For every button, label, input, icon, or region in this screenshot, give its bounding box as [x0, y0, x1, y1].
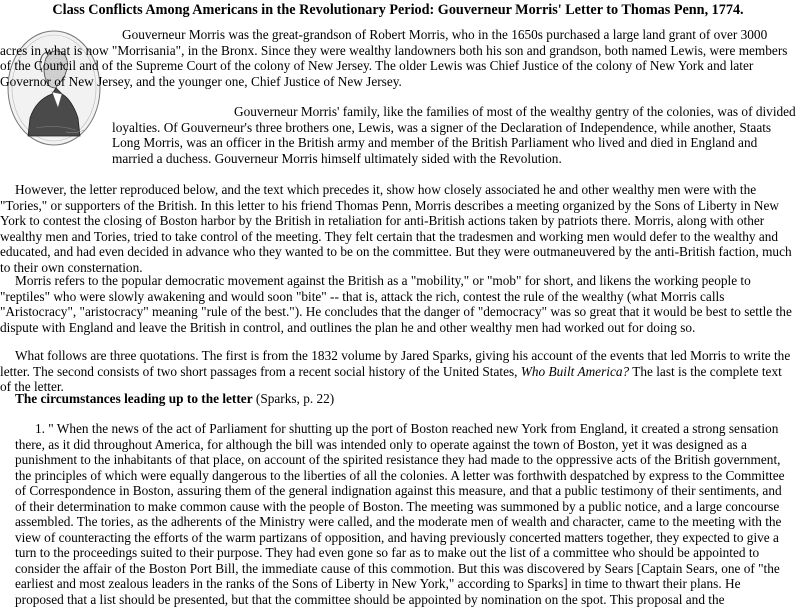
quotations-paragraph	[0, 348, 796, 395]
paragraph-text: Gouverneur Morris was the great-grandson of Robert Morris, who in the 1650s purchased a large land grant of over 3000 acres in what is now "Morrisania", in the Bronx. Since they were wealthy landowners both his son and grandson, both named Lewis, were members of the Council and of the Supreme Court of the colony of New Jersey. The older Lewis was Chief Justice of the colony of New York and later Governor of New Jersey, and the younger one, Chief Justice of New Jersey.	[0, 27, 788, 89]
section-heading-text: The circumstances leading up to the letter	[15, 391, 253, 406]
quotation-text: 1. " When the news of the act of Parliament for shutting up the port of Boston reached new York from England, it created a strong sensation there, as it did throughout America, for although the bill was intended only to operate against the town of Boston, yet it was designed as a punishment to the inhabitants of that place, on account of the spirited resistance they had made to the oppressive acts of the British government, the principles of which were equally dangerous to the liberties of all the colonies. A letter was forthwith despatched by express to the Committee of Correspondence in Boston, assuring them of the general indignation against this measure, and that a public testimony of their sentiments, and of their determination to make common cause with the people of Boston. The meeting was summoned by a public notice, and a large concourse assembled. The tories, as the adherents of the Ministry were called, and the moderate men of wealth and character, came to the meeting with the view of counteracting the efforts of the warm partizans of opposition, and having previously concerted matters together, they expected to give a turn to the proceedings suited to their purpose. They had even gone so far as to make out the list of a committee who should be appointed to consider the affair of the Boston Port Bill, the immediate cause of this commotion. But this was discovered by Sears [Captain Sears, one of "the earliest and most zealous leaders in the ranks of the Sons of Liberty in New York," according to Sparks] in time to thwart their plans. He proposed that a list should be presented, but that the committee should be appointed by nomination on the spot. This proposal and the	[15, 421, 785, 607]
paragraph-text-end: The last is the complete text of the letter.	[0, 363, 782, 394]
family-paragraph	[0, 104, 796, 174]
paragraph-text: Gouverneur Morris' family, like the families of most of the wealthy gentry of the colonies, was of divided loyalties. Of Gouverneur's three brothers one, Lewis, was a signer of the Declaration of Independence, while another, Staats Long Morris, was an officer in the British army and member of the British Parliament who lived and died in England and married a duchess. Gouverneur Morris himself ultimately sided with the Revolution.	[112, 104, 796, 166]
sparks-quotation	[15, 421, 790, 607]
intro-paragraph	[0, 27, 796, 89]
page-title: Class Conflicts Among Americans in the Revolutionary Period: Gouverneur Morris' Letter to Thomas Penn, 1774.	[52, 2, 744, 18]
letter-context-paragraph	[0, 182, 796, 275]
book-title: Who Built America?	[520, 363, 630, 379]
paragraph-text: However, the letter reproduced below, and the text which precedes it, show how closely associated he and other wealthy men were with the "Tories," or supporters of the British. In this letter to his friend Thomas Penn, Morris describes a meeting organized by the Sons of Liberty in New York to contest the closing of Boston harbor by the British in retaliation for anti-British actions taken by patriots there. Morris, along with other wealthy men and Tories, tried to take control of the meeting. They felt certain that the tradesmen and working men would defer to the wealthy and educated, and had even decided in advance who they wanted to be on the committee. But they were outmaneuvered by the anti-British faction, much to their own consternation.	[0, 182, 792, 275]
paragraph-text: Morris refers to the popular democratic movement against the British as a "mobility," or "mob" for short, and likens the working people to "reptiles" who were slowly awakening and would soon "bite" -- that is, attack the rich, contest the rule of the wealthy (what Morris calls "Aristocracy", "aristocracy" meaning "rule of the best."). He concludes that the danger of "democracy" was so great that it would be best to settle the dispute with England and leave the British in control, and outlines the plan he and other wealthy men had worked out for doing so.	[0, 273, 792, 335]
paragraph-text: What follows are three quotations. The first is from the 1832 volume by Jared Sparks, giving his account of the events that led Morris to write the letter. The second consists of two short passages from a recent social history of the United States,	[0, 348, 791, 379]
section-source: (Sparks, p. 22)	[252, 391, 335, 406]
section-heading	[15, 391, 334, 407]
mobility-paragraph	[0, 273, 796, 335]
portrait-spacer	[0, 104, 112, 174]
